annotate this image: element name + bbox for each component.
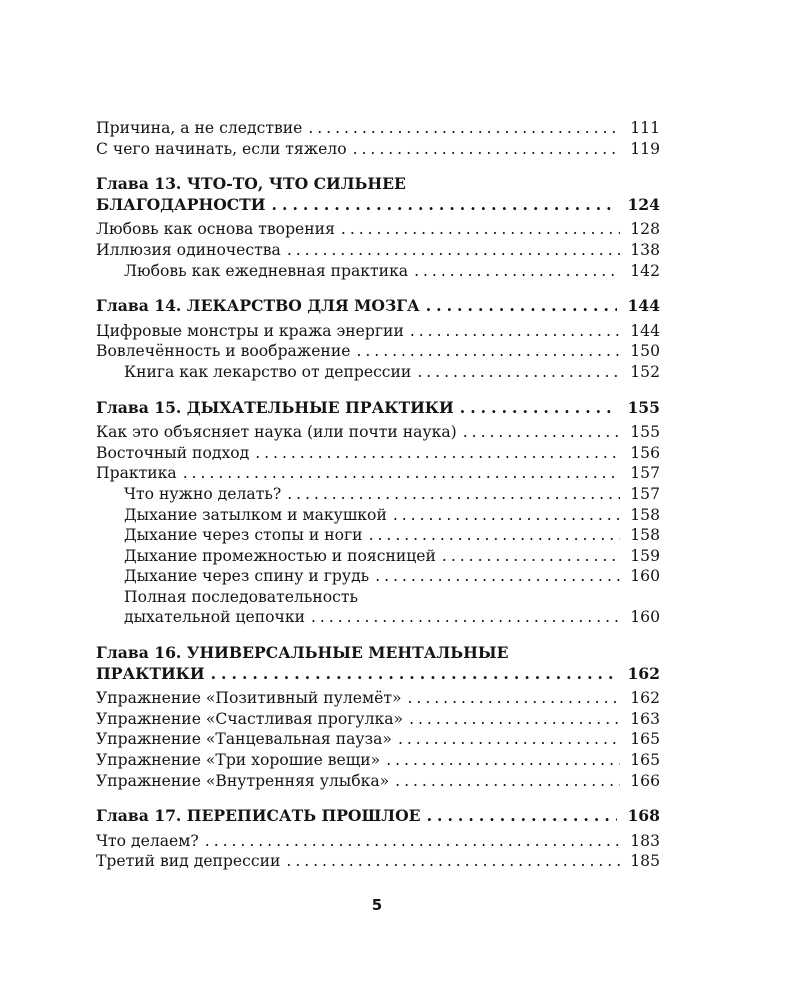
toc-entry-title: Иллюзия одиночества [96, 240, 281, 259]
chapter-heading [96, 806, 660, 827]
chapter-heading-entry [96, 664, 660, 685]
dot-leader [442, 546, 620, 567]
chapter-heading-entry [96, 806, 660, 827]
toc-entry [96, 750, 660, 771]
toc-entry [96, 729, 660, 750]
toc-entry-title: Упражнение «Танцевальная пауза» [96, 730, 392, 749]
dot-leader [272, 195, 618, 216]
dot-leader [386, 750, 620, 771]
toc-entry-page: 160 [630, 608, 660, 627]
dot-leader [460, 398, 618, 419]
chapter-title: Глава 15. ДЫХАТЕЛЬНЫЕ ПРАКТИКИ [96, 397, 454, 417]
dot-leader [414, 261, 620, 282]
toc-entry-page: 144 [630, 321, 660, 340]
chapter-page: 155 [627, 397, 660, 417]
toc-entry [96, 443, 660, 464]
toc-entry [96, 321, 660, 342]
toc-entry-page: 111 [630, 119, 660, 137]
toc-entry-title: Любовь как основа творения [96, 220, 335, 239]
chapter-heading-entry [96, 195, 660, 216]
chapter-title: Глава 14. ЛЕКАРСТВО ДЛЯ МОЗГА [96, 296, 420, 316]
toc-entry-title: Дыхание через стопы и ноги [124, 526, 363, 545]
toc-entry [96, 771, 660, 792]
chapter-section [96, 296, 660, 382]
toc-entry [96, 688, 660, 709]
toc-entry [96, 505, 660, 526]
toc-entry-page: 162 [630, 689, 660, 708]
toc-entry [96, 484, 660, 505]
toc-entry-page: 163 [630, 709, 660, 728]
table-of-contents [96, 118, 660, 872]
dot-leader [408, 688, 621, 709]
toc-entry-page: 119 [630, 139, 660, 158]
toc-entry-page: 155 [630, 423, 660, 442]
dot-leader [395, 771, 620, 792]
toc-entry [96, 851, 660, 872]
toc-entry-page: 157 [630, 484, 660, 503]
intro-section [96, 118, 660, 159]
toc-entry [96, 566, 660, 587]
toc-entry-title: Дыхание промежностью и поясницей [124, 546, 436, 565]
toc-entry-page: 150 [630, 342, 660, 361]
toc-entry-title: Восточный подход [96, 443, 250, 462]
dot-leader [353, 139, 620, 160]
toc-entry-title: Что делаем? [96, 831, 199, 850]
chapter-title: БЛАГОДАРНОСТИ [96, 194, 266, 214]
dot-leader [287, 240, 620, 261]
toc-entry-page: 142 [630, 261, 660, 280]
toc-entry-page: 158 [630, 505, 660, 524]
dot-leader [287, 484, 620, 505]
toc-entry [96, 139, 660, 160]
toc-entry-page: 185 [630, 852, 660, 871]
chapter-page: 168 [627, 806, 660, 826]
dot-leader [369, 525, 620, 546]
dot-leader [286, 851, 620, 872]
dot-leader [308, 118, 620, 139]
toc-entry-title: Вовлечённость и воображение [96, 342, 351, 361]
dot-leader [393, 505, 620, 526]
chapter-heading [96, 296, 660, 317]
dot-leader [205, 831, 620, 852]
dot-leader [356, 341, 620, 362]
toc-entry-title: Цифровые монстры и кража энергии [96, 321, 404, 340]
toc-entry [96, 362, 660, 383]
toc-entry [96, 546, 660, 567]
chapter-heading [96, 174, 660, 215]
toc-entry-page: 128 [630, 220, 660, 239]
toc-entry-page: 158 [630, 526, 660, 545]
toc-entry-title: Книга как лекарство от депрессии [124, 362, 412, 381]
toc-entry-title: Причина, а не следствие [96, 119, 303, 137]
toc-entry-page: 152 [630, 362, 660, 381]
toc-entry-page: 183 [630, 831, 660, 850]
toc-entry-title: Упражнение «Позитивный пулемёт» [96, 689, 402, 708]
dot-leader [410, 321, 620, 342]
dot-leader [255, 443, 620, 464]
page-number: 5 [371, 896, 383, 914]
chapter-page: 144 [627, 296, 660, 316]
toc-entry-page: 156 [630, 443, 660, 462]
chapter-heading [96, 398, 660, 419]
toc-entry-page: 138 [630, 240, 660, 259]
chapter-heading [96, 643, 660, 684]
toc-entry-title: Как это объясняет наука (или почти наука) [96, 423, 457, 442]
toc-entry [96, 341, 660, 362]
toc-entry-title: Упражнение «Счастливая прогулка» [96, 709, 404, 728]
toc-entry [96, 709, 660, 730]
toc-entry-title: Дыхание затылком и макушкой [124, 505, 387, 524]
dot-leader [375, 566, 620, 587]
toc-entry-title: Третий вид депрессии [96, 852, 281, 871]
chapter-page: 162 [627, 663, 660, 683]
chapter-heading-line: Глава 16. УНИВЕРСАЛЬНЫЕ МЕНТАЛЬНЫЕ [96, 643, 509, 663]
chapter-title: Глава 17. ПЕРЕПИСАТЬ ПРОШЛОЕ [96, 806, 421, 826]
chapter-section [96, 398, 660, 629]
toc-entry [96, 525, 660, 546]
chapter-heading-entry [96, 398, 660, 419]
toc-entry-page: 165 [630, 730, 660, 749]
dot-leader [426, 296, 618, 317]
toc-entry-title: Практика [96, 464, 177, 483]
toc-entry-title: С чего начинать, если тяжело [96, 139, 347, 158]
toc-entry-title: Упражнение «Внутренняя улыбка» [96, 771, 390, 790]
chapter-heading-entry [96, 296, 660, 317]
toc-entry-page: 166 [630, 771, 660, 790]
toc-entry-title: Любовь как ежедневная практика [124, 261, 409, 280]
dot-leader [427, 806, 618, 827]
chapter-page: 124 [627, 194, 660, 214]
toc-entry-title: дыхательной цепочки [124, 608, 305, 627]
chapter-heading-line: Глава 13. ЧТО-ТО, ЧТО СИЛЬНЕЕ [96, 174, 406, 194]
dot-leader [183, 463, 620, 484]
toc-entry [96, 261, 660, 282]
toc-entry [96, 463, 660, 484]
toc-entry [96, 240, 660, 261]
toc-entry [96, 219, 660, 240]
chapter-section [96, 643, 660, 791]
dot-leader [409, 709, 620, 730]
toc-entry-title-line: Полная последовательность [124, 587, 358, 606]
chapter-section [96, 806, 660, 872]
toc-entry-title: Упражнение «Три хорошие вещи» [96, 751, 381, 770]
chapter-title: ПРАКТИКИ [96, 663, 205, 683]
toc-entry-title: Дыхание через спину и грудь [124, 567, 370, 586]
dot-leader [211, 664, 618, 685]
dot-leader [341, 219, 620, 240]
toc-entry-page: 157 [630, 464, 660, 483]
dot-leader [398, 729, 620, 750]
dot-leader [417, 362, 620, 383]
dot-leader [311, 607, 620, 628]
toc-entry-title: Что нужно делать? [124, 484, 282, 503]
dot-leader [463, 422, 620, 443]
toc-entry-page: 159 [630, 546, 660, 565]
toc-entry-page: 165 [630, 751, 660, 770]
toc-entry-page: 160 [630, 567, 660, 586]
toc-entry [96, 118, 660, 139]
toc-entry [96, 831, 660, 852]
toc-entry [96, 607, 660, 628]
toc-entry [96, 422, 660, 443]
chapter-list [96, 174, 660, 872]
chapter-section [96, 174, 660, 281]
